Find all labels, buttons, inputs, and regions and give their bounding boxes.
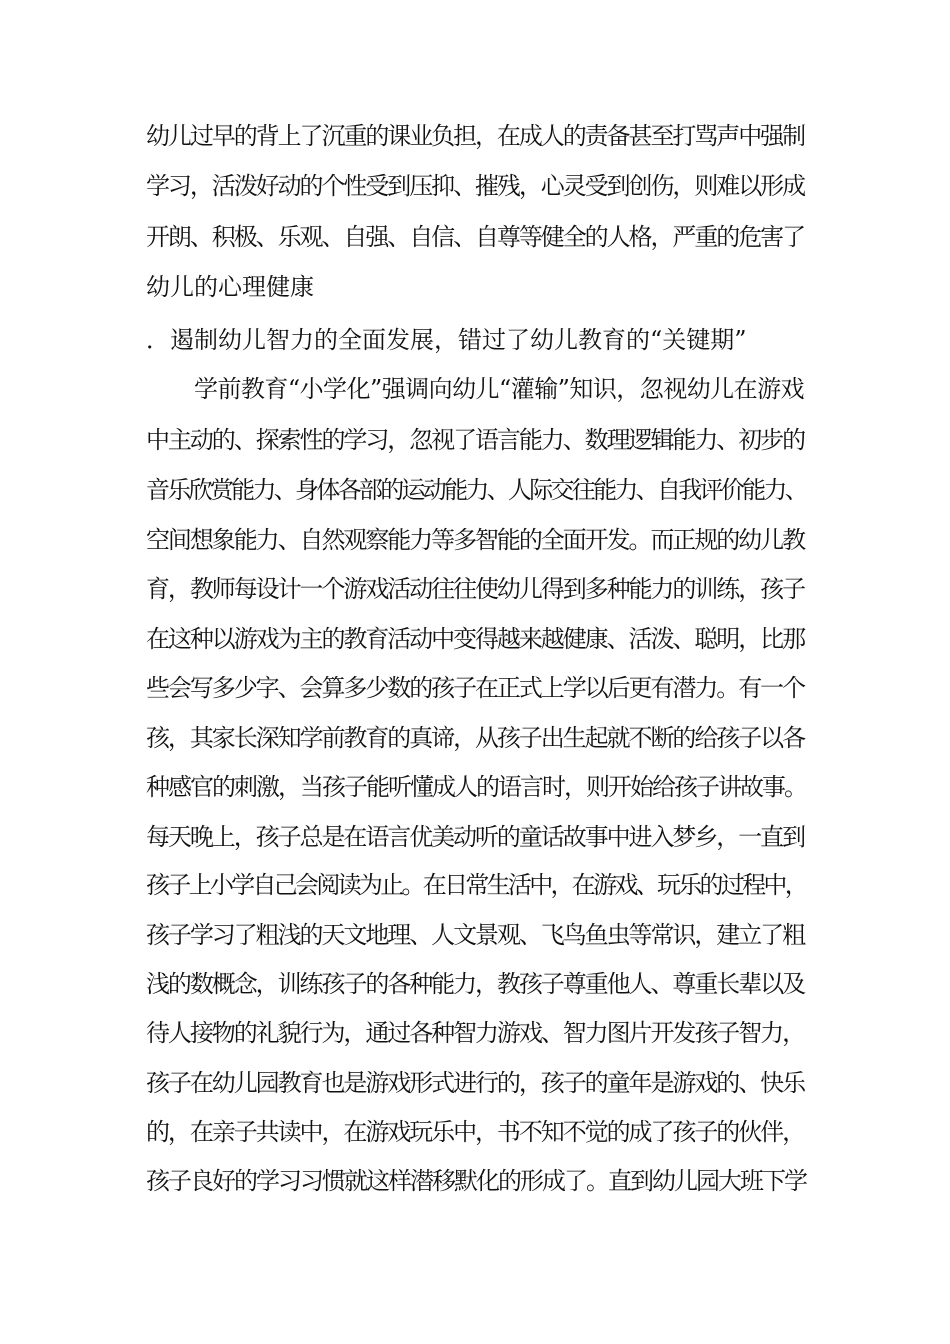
line-text: 学前教育“小学化”强调向幼儿“灌输”知识，忽视幼儿在游戏 xyxy=(194,375,804,403)
text-line xyxy=(0,1063,950,1103)
text-line xyxy=(0,1112,950,1152)
line-text: 空间想象能力、自然观察能力等多智能的全面开发。而正规的幼儿教 xyxy=(146,526,804,554)
line-text: 学习，活泼好动的个性受到压抑、摧残，心灵受到创伤，则难以形成 xyxy=(146,172,804,200)
text-line xyxy=(0,267,950,307)
text-line xyxy=(0,470,950,510)
line-text: 育，教师每设计一个游戏活动往往使幼儿得到多种能力的训练，孩子 xyxy=(146,575,804,603)
text-line xyxy=(0,767,950,807)
text-line xyxy=(0,668,950,708)
line-text: 些会写多少字、会算多少数的孩子在正式上学以后更有潜力。有一个 xyxy=(146,674,804,702)
line-text: 的，在亲子共读中，在游戏玩乐中，书不知不觉的成了孩子的伙伴， xyxy=(146,1118,804,1146)
text-line xyxy=(0,1013,950,1053)
text-line xyxy=(0,915,950,955)
line-text: 在这种以游戏为主的教育活动中变得越来越健康、活泼、聪明，比那 xyxy=(146,625,804,653)
line-text: 孩子良好的学习习惯就这样潜移默化的形成了。直到幼儿园大班下学 xyxy=(146,1167,806,1195)
text-line xyxy=(0,865,950,905)
line-text: 每天晚上，孩子总是在语言优美动听的童话故事中进入梦乡，一直到 xyxy=(146,823,804,851)
text-line xyxy=(0,964,950,1004)
line-text: 浅的数概念，训练孩子的各种能力，教孩子尊重他人、尊重长辈以及 xyxy=(146,970,804,998)
text-line xyxy=(0,166,950,206)
line-text: 孩子上小学自己会阅读为止。在日常生活中，在游戏、玩乐的过程中， xyxy=(146,871,806,899)
line-text: 孩子学习了粗浅的天文地理、人文景观、飞鸟鱼虫等常识，建立了粗 xyxy=(146,921,804,949)
text-line xyxy=(0,817,950,857)
section-heading xyxy=(0,320,950,360)
line-text: 孩子在幼儿园教育也是游戏形式进行的，孩子的童年是游戏的、快乐 xyxy=(146,1069,804,1097)
text-line xyxy=(0,619,950,659)
line-text: 待人接物的礼貌行为，通过各种智力游戏、智力图片开发孩子智力， xyxy=(146,1019,804,1047)
text-line xyxy=(0,116,950,156)
line-text: 种感官的刺激，当孩子能听懂成人的语言时，则开始给孩子讲故事。 xyxy=(146,773,806,801)
line-text: 幼儿的心理健康 xyxy=(146,273,314,301)
text-line xyxy=(0,520,950,560)
line-text: 音乐欣赏能力、身体各部的运动能力、人际交往能力、自我评价能力、 xyxy=(146,476,806,504)
line-text: 开朗、积极、乐观、自强、自信、自尊等健全的人格，严重的危害了 xyxy=(146,223,804,251)
text-line xyxy=(0,718,950,758)
line-text: 孩，其家长深知学前教育的真谛，从孩子出生起就不断的给孩子以各 xyxy=(146,724,804,752)
text-line xyxy=(0,217,950,257)
line-text: 中主动的、探索性的学习，忽视了语言能力、数理逻辑能力、初步的 xyxy=(146,426,804,454)
paragraph-first-line xyxy=(0,369,950,409)
text-line xyxy=(0,569,950,609)
line-text: ．遏制幼儿智力的全面发展，错过了幼儿教育的“关键期” xyxy=(146,326,747,354)
text-line xyxy=(0,420,950,460)
line-text: 幼儿过早的背上了沉重的课业负担，在成人的责备甚至打骂声中强制 xyxy=(146,122,804,150)
text-line xyxy=(0,1161,950,1201)
